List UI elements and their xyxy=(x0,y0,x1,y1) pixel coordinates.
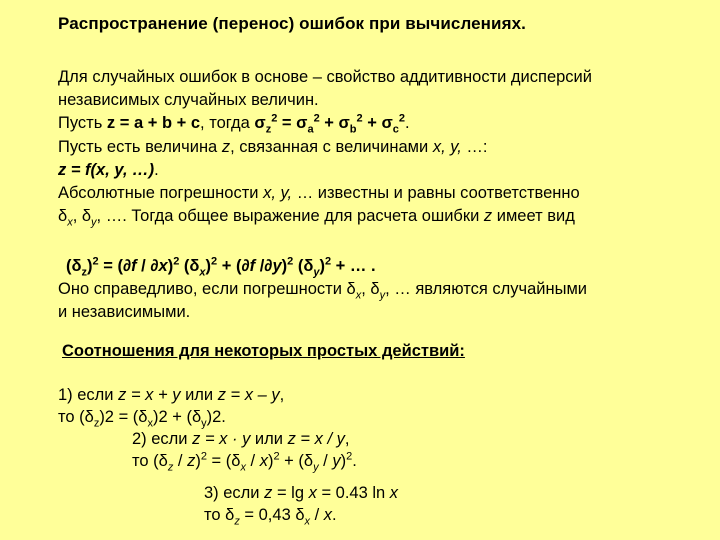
intro-line-2: независимых случайных величин. xyxy=(58,91,319,110)
intro-line-5: z = f(x, y, …). xyxy=(58,160,159,179)
rule-3-result: то $\delta_z = 0,43$ $\delta_x$ / x. xyxy=(204,506,337,528)
general-formula: $(\delta_z)^2 = (\partial f / \partial x)^2$ $(\delta_x)^2 + (\partial f$ /∂y)$^2$ $(\delta_y)^2$ + … . xyxy=(66,255,376,279)
section-title-text: Соотношения для некоторых простых действий: xyxy=(62,342,465,360)
rule-3-condition: 3) если z = lg x = 0.43 ln x xyxy=(204,484,399,502)
intro-line-7: $\delta_x$, $\delta_y$, …. Тогда общее выражение для расчета ошибки z имеет вид xyxy=(58,207,575,229)
rule-1-condition: 1) если z = x + y или z = x – y, xyxy=(58,386,285,404)
intro-line-4: Пусть есть величина z, связанная с величинами x, y, …: xyxy=(58,137,488,156)
rule-1-result: то $(\delta_z)2 = (\delta_x)2 + (\delta_y)2$. xyxy=(58,408,226,430)
section-title xyxy=(62,342,465,361)
formula-note-line-1: Оно справедливо, если погрешности $\delta_x$, $\delta_y$, … являются случайными xyxy=(58,280,588,302)
intro-line-3: Пусть z = a + b + c, тогда $\sigma_z^2 = \sigma_a^2 + \sigma_b^2 + \sigma_c^2$. xyxy=(58,112,410,136)
general-formula-block xyxy=(58,255,698,325)
intro-block xyxy=(58,66,698,228)
rule-2-result: то $(\delta_z / z)^2 = (\delta_x / x)^2 + (\delta_y / y)^2$. xyxy=(132,450,357,474)
rule-2-condition: 2) если z = x · y или z = x / y, xyxy=(132,430,350,448)
formula-note-line-2: и независимыми. xyxy=(58,303,191,322)
intro-line-1: Для случайных ошибок в основе – свойство аддитивности дисперсий xyxy=(58,68,592,86)
intro-line-6: Абсолютные погрешности x, y, … известны и равны соответственно xyxy=(58,184,580,203)
slide-title: Распространение (перенос) ошибок при вычислениях. xyxy=(58,14,527,33)
rules-block xyxy=(58,384,698,526)
